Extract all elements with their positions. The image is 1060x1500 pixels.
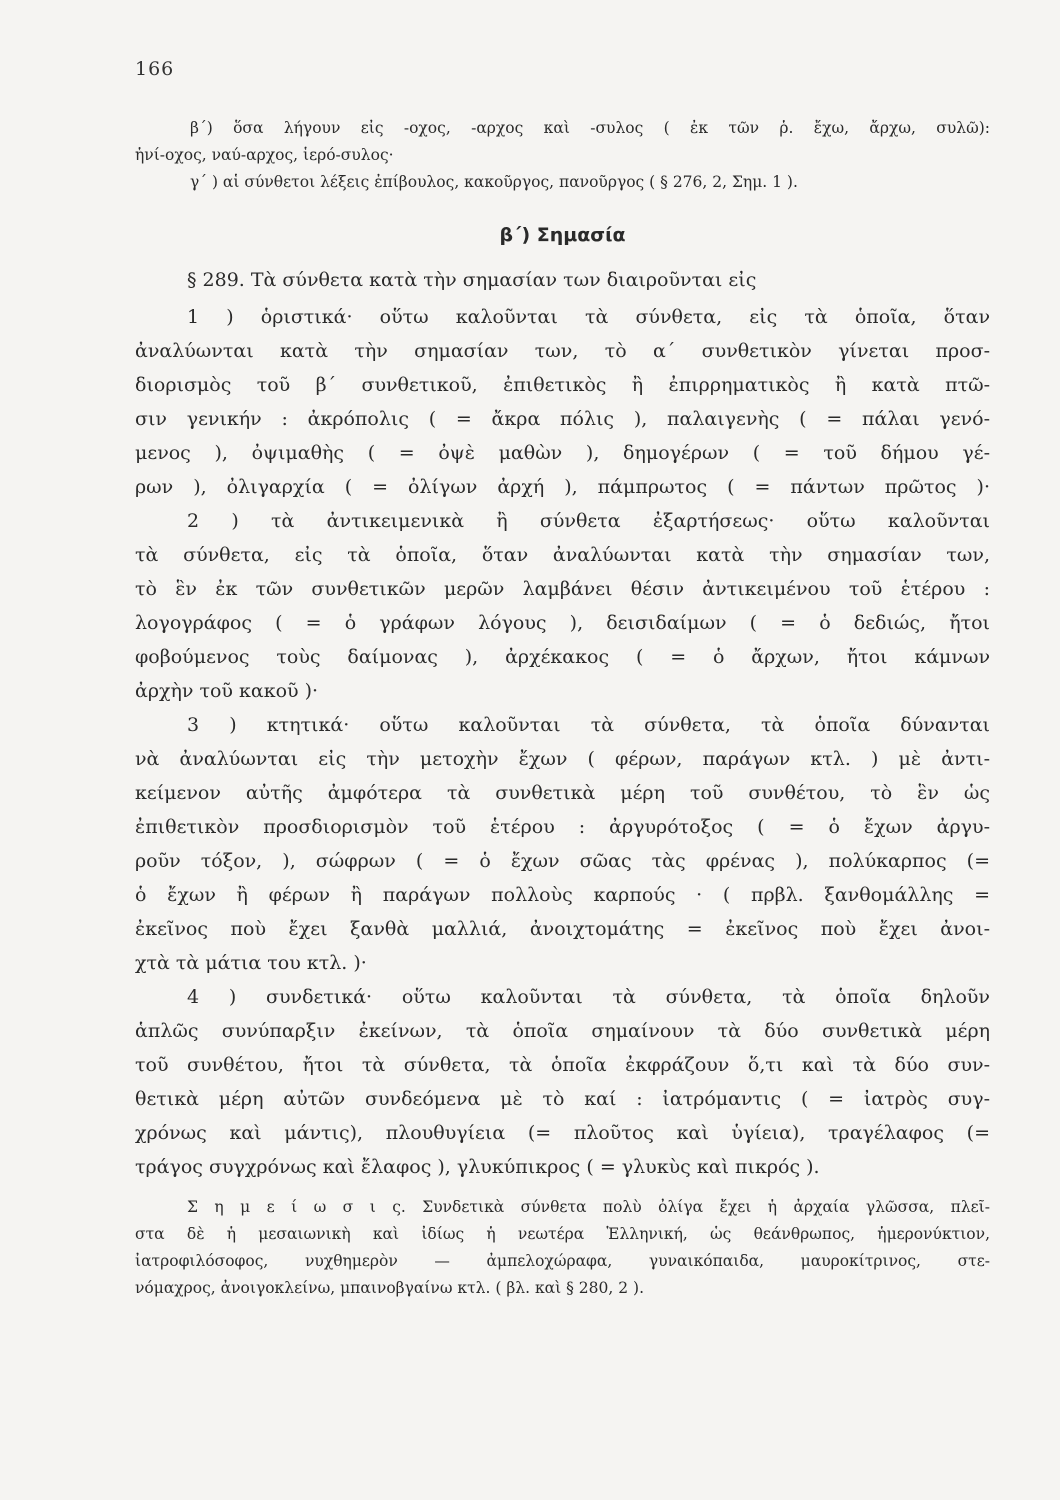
text-line: 2 ) τὰ ἀντικειμενικὰ ἢ σύνθετα ἐξαρτήσεως· οὕτω καλοῦνται — [187, 510, 990, 532]
paragraph-definitive — [135, 300, 990, 504]
text-line: β΄) ὅσα λήγουν εἰς -οχος, -αρχος καὶ -συλος ( ἐκ τῶν ῥ. ἔχω, ἄρχω, συλῶ): — [190, 119, 990, 137]
text-line: 4 ) συνδετικά· οὕτω καλοῦνται τὰ σύνθετα, τὰ ὁποῖα δηλοῦν — [187, 986, 990, 1008]
text-line: γ΄ ) αἱ σύνθετοι λέξεις ἐπίβουλος, κακοῦργος, πανοῦργος ( § 276, 2, Σημ. 1 ). — [190, 173, 798, 191]
text-line: τοῦ συνθέτου, ἤτοι τὰ σύνθετα, τὰ ὁποῖα ἐκφράζουν ὅ,τι καὶ τὰ δύο συν- — [135, 1054, 990, 1076]
text-line: χρόνως καὶ μάντις), πλουθυγίεια (= πλοῦτος καὶ ὑγίεια), τραγέλαφος (= — [135, 1122, 990, 1144]
text-line: ὁ ἔχων ἢ φέρων ἢ παράγων πολλοὺς καρπούς · ( πρβλ. ξανθομάλλης = — [135, 884, 990, 906]
text-line: ροῦν τόξον, ), σώφρων ( = ὁ ἔχων σῶας τὰς φρένας ), πολύκαρπος (= — [135, 850, 990, 872]
text-line: φοβούμενος τοὺς δαίμονας ), ἀρχέκακος ( = ὁ ἄρχων, ἤτοι κάμνων — [135, 646, 990, 668]
section-title-line: § 289. Τὰ σύνθετα κατὰ τὴν σημασίαν των διαιροῦνται εἰς — [187, 269, 757, 291]
text-line: στα δὲ ἡ μεσαιωνικὴ καὶ ἰδίως ἡ νεωτέρα Ἑλληνική, ὡς θεάνθρωπος, ἡμερονύκτιον, — [135, 1225, 990, 1243]
text-line: Σ η μ ε ί ω σ ι ς. Συνδετικὰ σύνθετα πολὺ ὀλίγα ἔχει ἡ ἀρχαία γλῶσσα, πλεῖ- — [187, 1198, 990, 1216]
text-line: ἀναλύωνται κατὰ τὴν σημασίαν των, τὸ α΄ συνθετικὸν γίνεται προσ- — [135, 340, 990, 362]
text-line: ἰατροφιλόσοφος, νυχθημερὸν — ἀμπελοχώραφα, γυναικόπαιδα, μαυροκίτρινος, στε- — [135, 1252, 990, 1270]
text-line: διορισμὸς τοῦ β΄ συνθετικοῦ, ἐπιθετικὸς ἢ ἐπιρρηματικὸς ἢ κατὰ πτῶ- — [135, 374, 990, 396]
section-heading: β΄) Σημασία — [499, 224, 626, 246]
text-line: σιν γενικήν : ἀκρόπολις ( = ἄκρα πόλις ), παλαιγενὴς ( = πάλαι γενό- — [135, 408, 990, 430]
text-line: τὰ σύνθετα, εἰς τὰ ὁποῖα, ὅταν ἀναλύωνται κατὰ τὴν σημασίαν των, — [135, 544, 990, 566]
text-line: ρων ), ὀλιγαρχία ( = ὀλίγων ἀρχή ), πάμπρωτος ( = πάντων πρῶτος )· — [135, 476, 990, 498]
footnote — [135, 1194, 990, 1302]
list-beta-gamma — [135, 115, 990, 196]
text-line: τὸ ἓν ἐκ τῶν συνθετικῶν μερῶν λαμβάνει θέσιν ἀντικειμένου τοῦ ἑτέρου : — [135, 578, 990, 600]
text-line: νὰ ἀναλύωνται εἰς τὴν μετοχὴν ἔχων ( φέρων, παράγων κτλ. ) μὲ ἀντι- — [135, 748, 990, 770]
text-line: ἡνί-οχος, ναύ-αρχος, ἱερό-συλος· — [135, 146, 394, 164]
paragraph-copulative — [135, 980, 990, 1184]
page-number: 166 — [135, 58, 175, 80]
text-line: νόμαχρος, ἀνοιγοκλείνω, μπαινοβγαίνω κτλ. ( βλ. καὶ § 280, 2 ). — [135, 1279, 645, 1297]
page-body — [135, 115, 990, 1302]
text-line: κείμενον αὐτῆς ἀμφότερα τὰ συνθετικὰ μέρη τοῦ συνθέτου, τὸ ἓν ὡς — [135, 782, 990, 804]
text-line: 1 ) ὁριστικά· οὕτω καλοῦνται τὰ σύνθετα, εἰς τὰ ὁποῖα, ὅταν — [187, 306, 990, 328]
text-line: 3 ) κτητικά· οὕτω καλοῦνται τὰ σύνθετα, τὰ ὁποῖα δύνανται — [187, 714, 990, 736]
paragraph-objective — [135, 504, 990, 708]
text-line: ἁπλῶς συνύπαρξιν ἐκείνων, τὰ ὁποῖα σημαίνουν τὰ δύο συνθετικὰ μέρη — [135, 1020, 990, 1042]
text-line: ἐκεῖνος ποὺ ἔχει ξανθὰ μαλλιά, ἀνοιχτομάτης = ἐκεῖνος ποὺ ἔχει ἀνοι- — [135, 918, 990, 940]
text-line: τράγος συγχρόνως καὶ ἔλαφος ), γλυκύπικρος ( = γλυκὺς καὶ πικρός ). — [135, 1156, 820, 1178]
paragraph-possessive — [135, 708, 990, 980]
text-line: χτὰ τὰ μάτια του κτλ. )· — [135, 952, 367, 974]
text-line: ἐπιθετικὸν προσδιορισμὸν τοῦ ἑτέρου : ἀργυρότοξος ( = ὁ ἔχων ἀργυ- — [135, 816, 990, 838]
text-line: μενος ), ὀψιμαθὴς ( = ὀψὲ μαθὼν ), δημογέρων ( = τοῦ δήμου γέ- — [135, 442, 990, 464]
text-line: λογογράφος ( = ὁ γράφων λόγους ), δεισιδαίμων ( = ὁ δεδιώς, ἤτοι — [135, 612, 990, 634]
text-line: θετικὰ μέρη αὐτῶν συνδεόμενα μὲ τὸ καί : ἰατρόμαντις ( = ἰατρὸς συγ- — [135, 1088, 990, 1110]
text-line: ἀρχὴν τοῦ κακοῦ )· — [135, 680, 319, 702]
